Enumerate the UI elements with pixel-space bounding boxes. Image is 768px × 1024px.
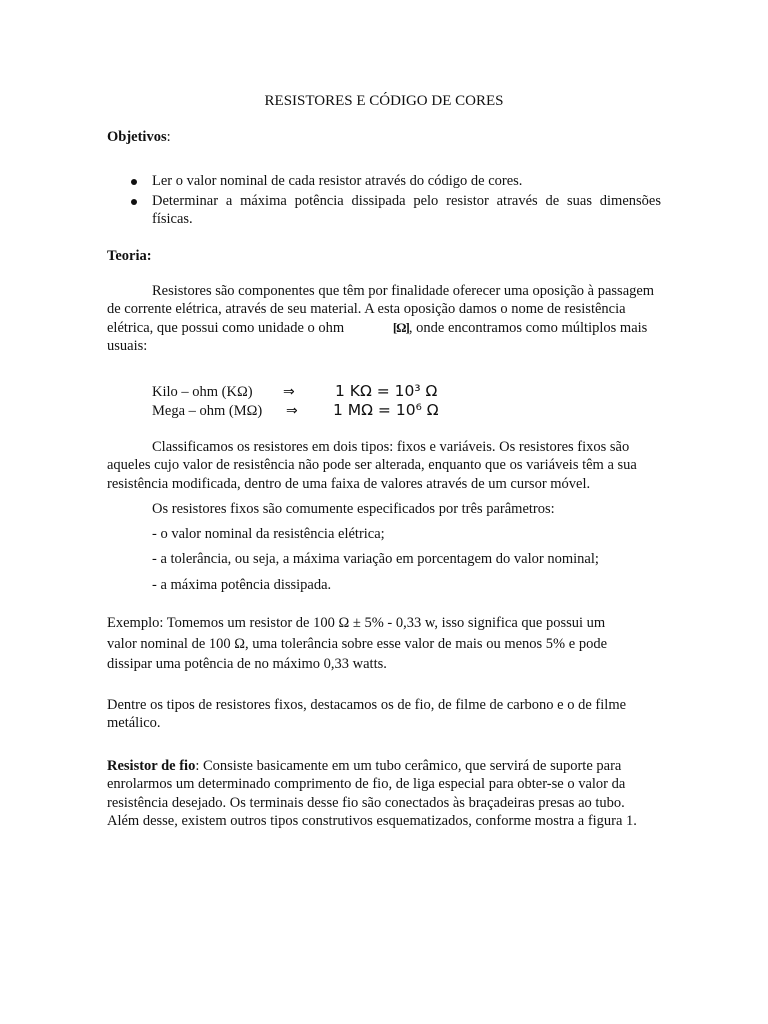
objectives-heading: Objetivos [107, 129, 167, 145]
multiple-value: 1 MΩ = 10⁶ Ω [333, 401, 439, 419]
classification-paragraph: Classificamos os resistores em dois tipos: fixos e variáveis. Os resistores fixos são aqueles cujo valor de resistência não pode ser alterada, enquanto que os variáveis têm a sua resistência modificada, dentro de uma faixa de valores através de um cursor móvel. [107, 439, 637, 492]
multiple-name: Kilo – ohm (KΩ) [152, 384, 253, 400]
multiple-value: 1 KΩ = 10³ Ω [335, 382, 438, 400]
ohm-symbol: [Ω] [392, 319, 409, 335]
theory-intro-text-end: , onde encontramos como múltiplos mais usuais: [107, 319, 648, 354]
fixed-types-paragraph: Dentre os tipos de resistores fixos, destacamos os de fio, de filme de carbono e o de filme metálico. [107, 697, 627, 732]
objective-item: Ler o valor nominal de cada resistor através do código de cores. [152, 173, 523, 189]
implies-arrow-icon: ⇒ [286, 403, 298, 419]
parameters-intro: Os resistores fixos são comumente especificados por três parâmetros: [152, 501, 555, 517]
page-title: RESISTORES E CÓDIGO DE CORES [264, 93, 504, 109]
multiple-name: Mega – ohm (MΩ) [152, 403, 263, 419]
example-paragraph: Exemplo: Tomemos um resistor de 100 Ω ± 5% - 0,33 w, isso significa que possui um valor nominal de 100 Ω, uma tolerância sobre esse valor de mais ou menos 5% e pode dissipar uma potência de no máximo 0,33 watts. [107, 615, 608, 672]
objectives-heading-line [107, 128, 171, 146]
parameter-item: - a máxima potência dissipada. [152, 577, 332, 593]
implies-arrow-icon: ⇒ [283, 384, 295, 400]
theory-intro [107, 282, 657, 355]
theory-heading: Teoria: [107, 248, 152, 264]
objectives-colon: : [166, 129, 171, 145]
parameter-item: - a tolerância, ou seja, a máxima variação em porcentagem do valor nominal; [152, 551, 599, 567]
wire-resistor-text: : Consiste basicamente em um tubo cerâmico, que servirá de suporte para enrolarmos um determinado comprimento de fio, de liga especial para obter-se o valor da resistência desejado. Os terminais desse fio são conectados às braçadeiras presas ao tubo. Além desse, existem outros tipos construtivos esquematizados, conforme mostra a figura 1. [107, 758, 637, 829]
bullet-icon [131, 199, 137, 205]
wire-resistor-paragraph [107, 757, 659, 830]
theory-intro-text: Resistores são componentes que têm por finalidade oferecer uma oposição à passagem de corrente elétrica, através de seu material. A esta oposição damos o nome de resistência elétrica, que possui como unidade o ohm [107, 283, 655, 336]
objective-item: Determinar a máxima potência dissipada pelo resistor através de suas dimensões físicas. [152, 193, 661, 228]
parameter-item: - o valor nominal da resistência elétrica; [152, 526, 385, 542]
bullet-icon [131, 179, 137, 185]
wire-resistor-heading: Resistor de fio [107, 758, 196, 774]
